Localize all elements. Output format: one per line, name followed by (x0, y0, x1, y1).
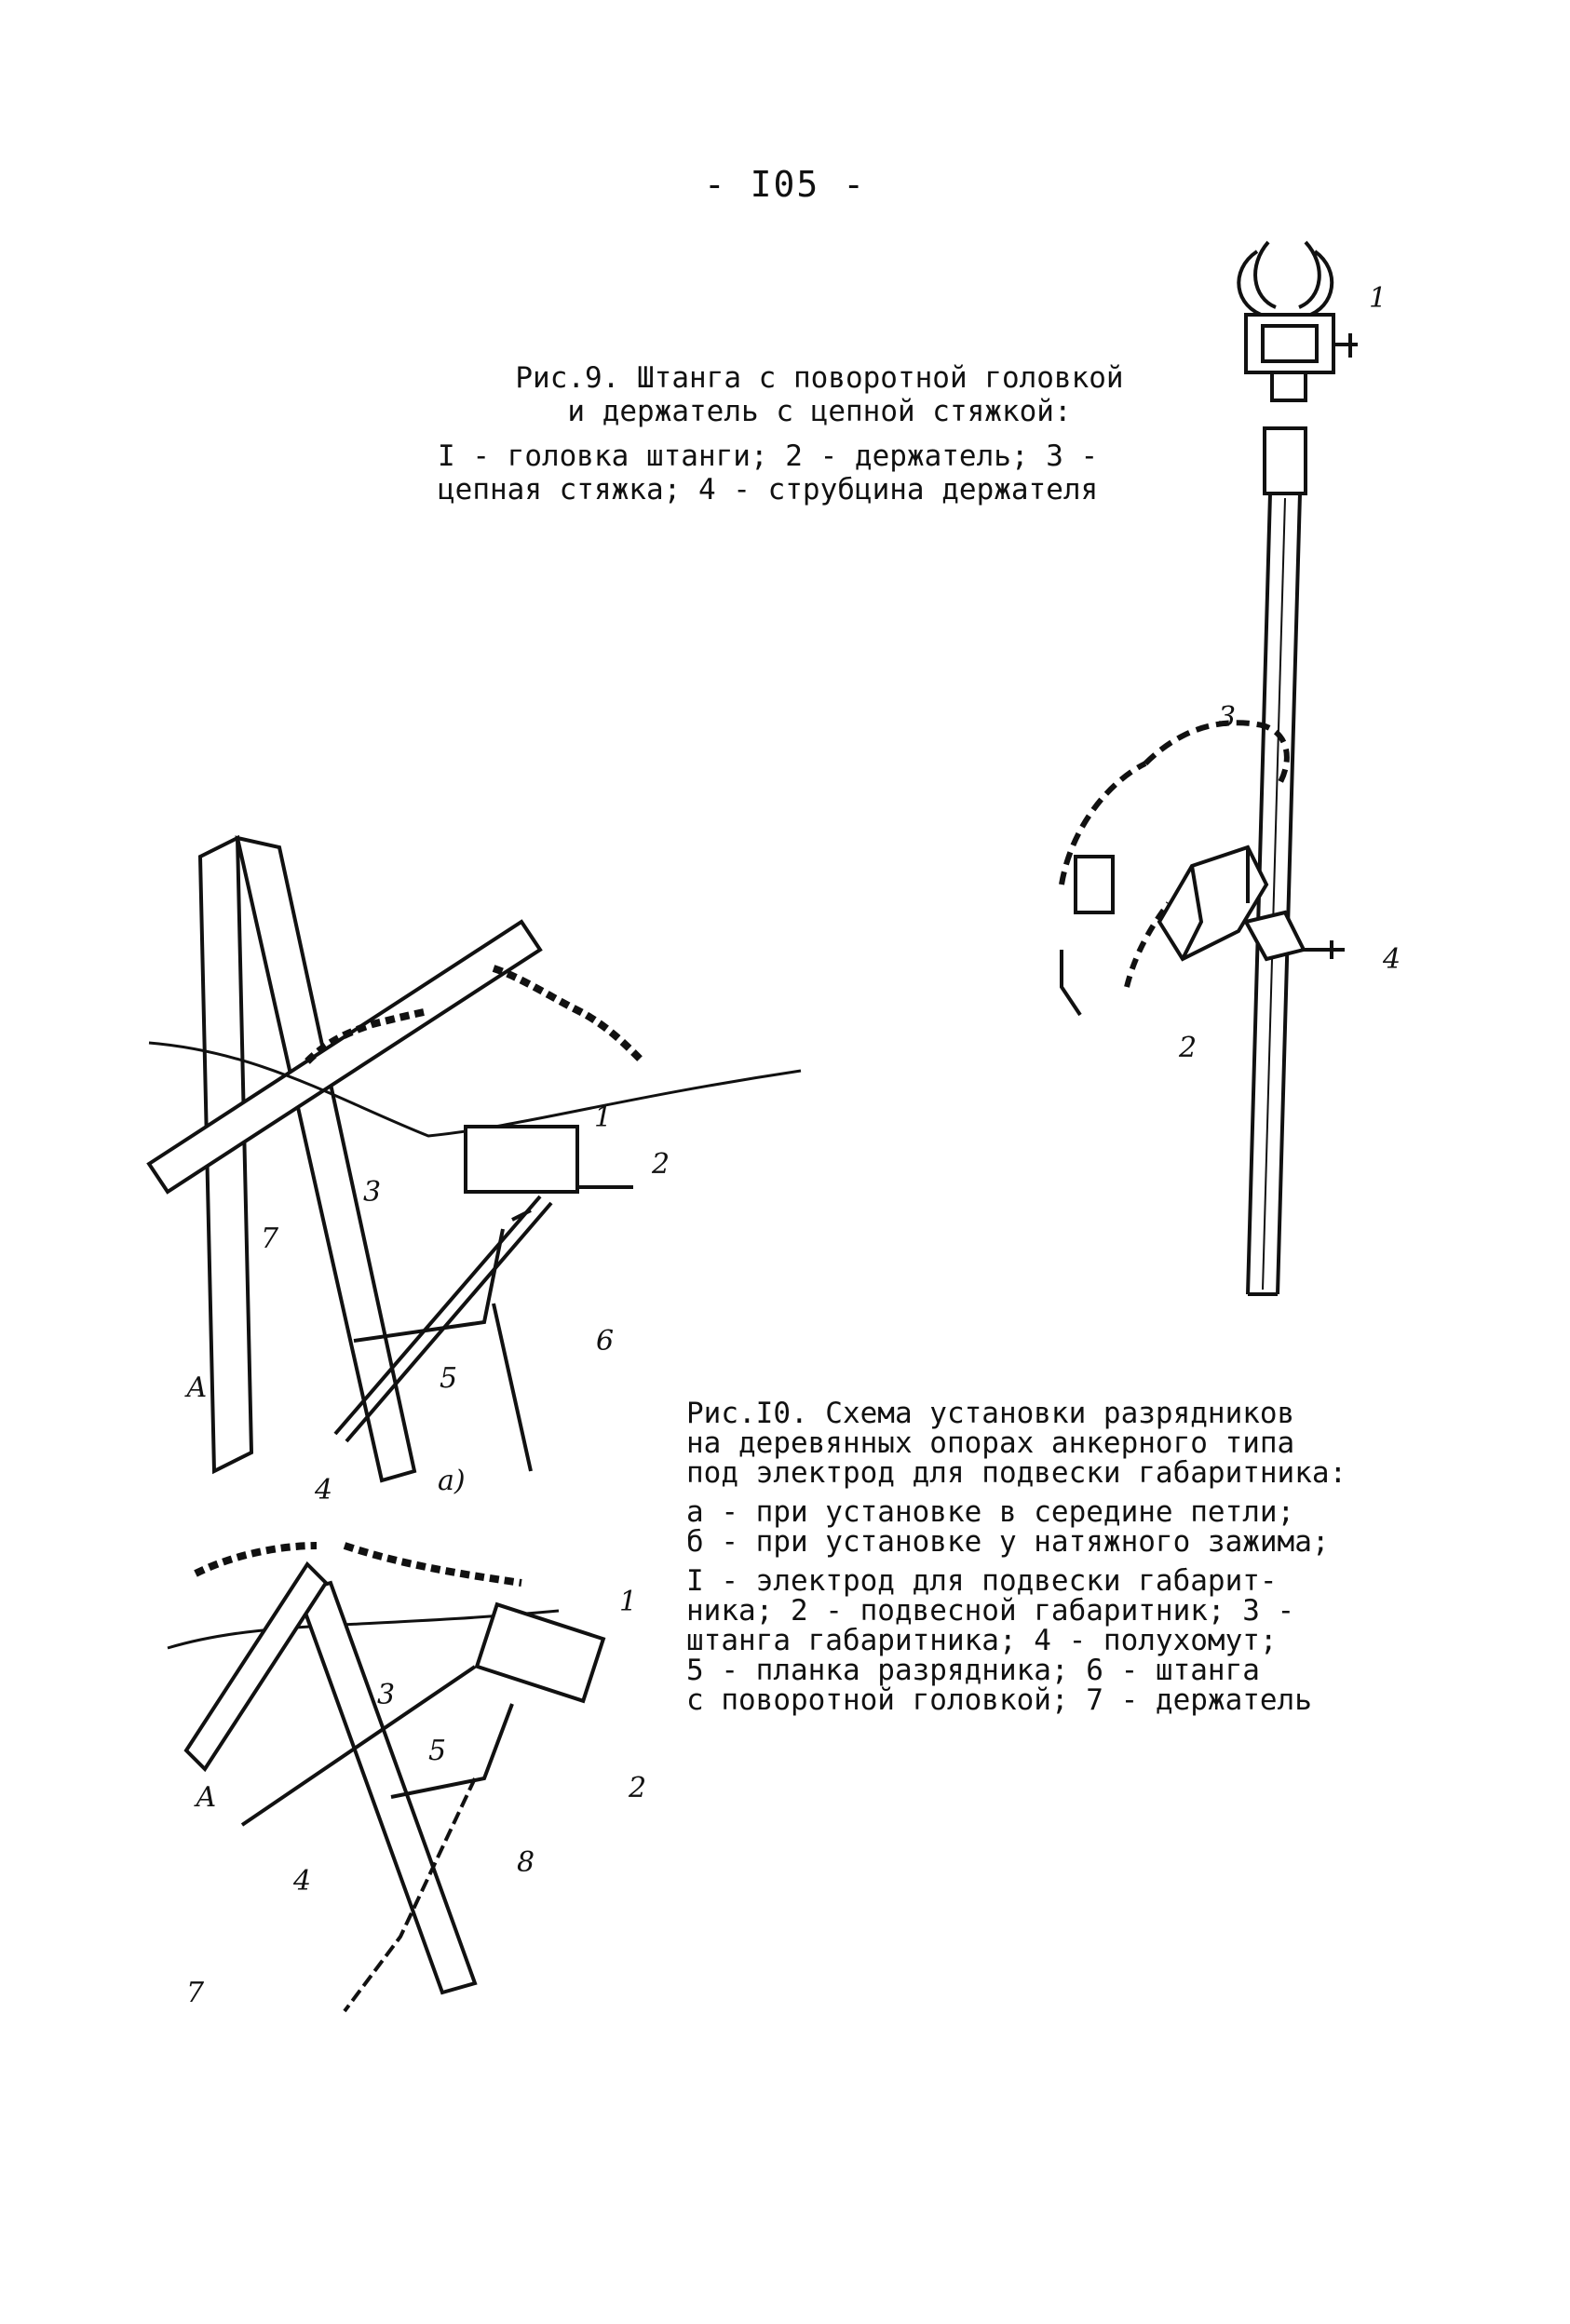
caption-line: Рис.9. Штанга с поворотной головкой (515, 361, 1124, 395)
fig10b-label-1: 1 (619, 1586, 638, 1618)
variant-line: а - при установке в середине петли; (686, 1495, 1295, 1529)
legend-line: ника; 2 - подвесной габаритник; 3 - (686, 1594, 1295, 1628)
fig10b-label-7: 7 (186, 1977, 205, 2009)
legend-line: I - головка штанги; 2 - держатель; 3 - (438, 439, 1099, 473)
figure-10b-drawing (168, 1527, 689, 2048)
caption-line: Рис.I0. Схема установки разрядников (686, 1397, 1295, 1430)
fig10b-label-5: 5 (428, 1735, 447, 1767)
legend-line: I - электрод для подвески габарит- (686, 1564, 1278, 1598)
fig10a-label-6: 6 (596, 1325, 615, 1358)
fig10b-label-3: 3 (377, 1679, 396, 1711)
fig9-label-3: 3 (1218, 701, 1237, 734)
fig10a-dimension-A: А (186, 1371, 208, 1404)
legend-line: с поворотной головкой; 7 - держатель (686, 1683, 1312, 1717)
figure-10-title (686, 1398, 1450, 1488)
figure-9-drawing (968, 214, 1453, 1331)
fig10a-variant-label: а) (438, 1465, 466, 1497)
fig10b-label-8: 8 (517, 1846, 535, 1879)
fig10a-label-1: 1 (594, 1101, 613, 1134)
figure-10-caption (686, 1398, 1450, 1715)
caption-line: на деревянных опорах анкерного типа (686, 1426, 1295, 1460)
fig10b-label-2: 2 (629, 1772, 647, 1804)
figure-10-variants (686, 1497, 1450, 1557)
caption-line: под электрод для подвески габаритника: (686, 1456, 1347, 1490)
fig10b-label-4: 4 (293, 1865, 312, 1898)
page-number: - I05 - (703, 164, 867, 205)
fig10a-label-3: 3 (363, 1176, 382, 1209)
legend-line: штанга габаритника; 4 - полухомут; (686, 1624, 1278, 1657)
figure-10-legend (686, 1566, 1450, 1715)
fig10a-label-2: 2 (652, 1148, 670, 1181)
fig9-label-4: 4 (1383, 943, 1401, 976)
variant-line: б - при установке у натяжного зажима; (686, 1525, 1330, 1559)
legend-line: 5 - планка разрядника; 6 - штанга (686, 1654, 1260, 1687)
caption-line: и держатель с цепной стяжкой: (567, 395, 1072, 428)
fig10b-dimension-A: А (196, 1781, 217, 1814)
fig10a-label-7: 7 (261, 1223, 279, 1255)
fig9-label-2: 2 (1179, 1032, 1198, 1064)
fig9-label-1: 1 (1369, 282, 1387, 315)
legend-line: цепная стяжка; 4 - струбцина держателя (438, 473, 1099, 507)
fig10a-label-4: 4 (315, 1474, 333, 1507)
fig10a-label-5: 5 (440, 1362, 458, 1395)
